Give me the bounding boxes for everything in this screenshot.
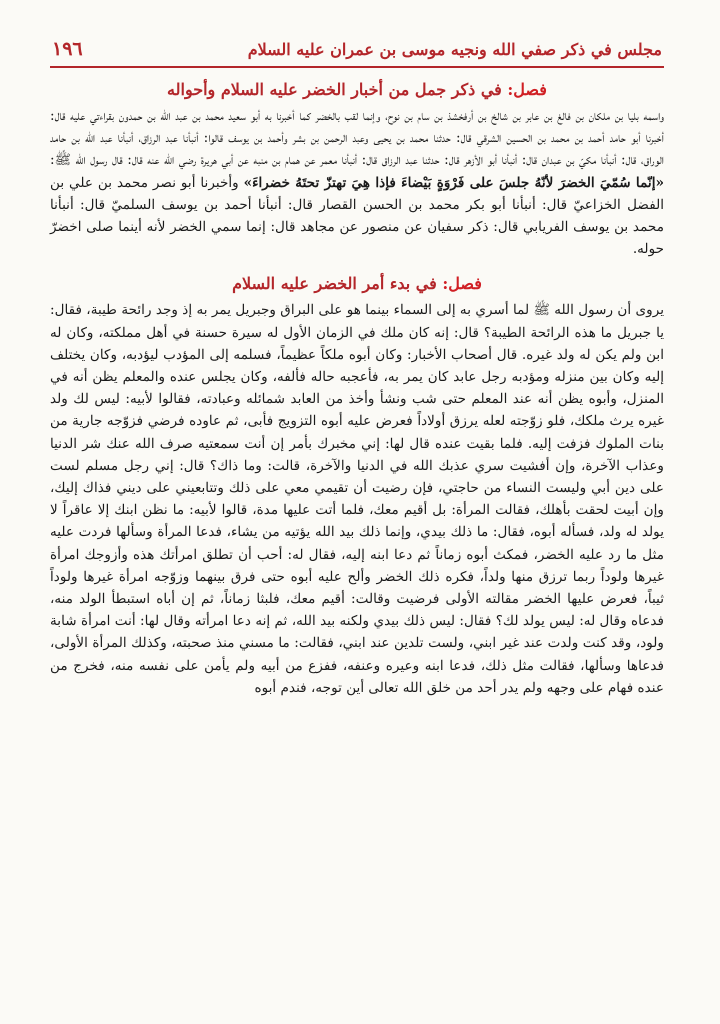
section-heading-text: في بدء أمر الخضر عليه السلام [232,274,437,294]
paragraph-text: واسمه بليا بن ملكان بن فالغ بن عابر بن شالخ بن أرفخشذ بن سام بن نوح، وإنما لقب بالخضر كما أخبرنا به أبو سعيد محمد بن عبد الله بن حمدون بقراءتي عليه قال: أخبرنا أبو حامد أحمد بن محمد بن الحسين الشرقي قال: حدثنا محمد بن يحيى وعبد الرحمن بن بشر وأحمد بن يوسف قالوا: أنبأنا عبد الرزاق، أنبأنا عبد الله بن حامد الوراق، قال: أنبأنا مكيّ بن عبدان قال: أنبأنا أبو الأزهر قال: حدثنا عبد الرزاق قال: أنبأنا معمر عن همام بن منبه عن أبي هريرة رضي الله عنه قال: قال رسول الله ﷺ: [50,108,664,169]
paragraph-text: وأخبرنا أبو نصر محمد بن علي بن الفضل الخزاعيّ قال: أنبأنا أبو بكر محمد بن الحسن القصار قال: أنبأنا أحمد بن يوسف السلميّ قال: أنبأنا محمد بن يوسف الفريابي قال: ذكر سفيان عن منصور عن مجاهد قال: إنما سمي الخضر لأنه أينما صلى اخضرّ حوله. [50,174,664,258]
section-keyword: فصل: [442,274,482,294]
section-keyword: فصل: [507,80,547,99]
hadith-quote: «إنّما سُمّيَ الخضرَ لأنّهُ جلسَ على فَرْوَةٍ بَيْضاءَ فإذا هِيَ تهتزّ تحتَهُ خضراءَ» [243,174,664,191]
running-header [50,38,664,68]
section-heading-khidr-beginning [50,274,664,293]
paragraph-khidr-story: يروى أن رسول الله ﷺ لما أسري به إلى السماء بينما هو على البراق وجبريل يمر به إذ وجد رائحة طيبة، فقال: يا جبريل ما هذه الرائحة الطيبة؟ قال: إنه كان ملك في الزمان الأول له سيرة حسنة في أهل مملكته، وكان له ابن ولم يكن له ولد غيره. قال أصحاب الأخبار: وكان أبوه ملكاً عظيماً، فسلمه إلى المؤدب ليؤدبه، وكان يختلف إليه وكان بين منزله ومؤدبه رجل عابد كان يمر به، فأعجبه حاله فألفه، وكان يجلس عنده والمعلم يظن أنه في المنزل، وأبوه يظن أنه عند المعلم حتى شب ونشأ وأخذ من العابد شمائله وعبادته، فقالوا لأبيه: ليس لك ولد غيره يرث ملكك، فلو زوّجته لعله يرزق أولاداً فعرض عليه أبوه التزويج فأبى، ثم عاوده فرضي فزوّجه جارية من بنات الملوك فزفت إليه. فلما بقيت عنده قال لها: إني مخبرك بأمر إن أنت سمعتيه صرف الله عنك شر الدنيا وعذاب الآخرة، وإن أفشيت سري عذبك الله في الدنيا والآخرة، قالت: وما ذاك؟ قال: إني رجل مسلم لست على دين أبي وليست النساء من حاجتي، فإن رضيت أن تقيمي معي على ذلك وتتابعيني على ديني فذاك إليك، وإن أبيت لحقت بأهلك، فقالت المرأة: بل أقيم معك، فلما أتت عليها مدة، قالوا لأبيه: ما نظن ابنك إلا عاقراً لا يولد له ولد، فسأله أبوه، فقال: ما ذلك بيدي، وإنما ذلك بيد الله يؤتيه من يشاء، فدعا المرأة وسألها فردت عليه مثل ما رد عليه الخضر، فمكث أبوه زماناً ثم دعا ابنه إليه، فقال له: أحب أن تطلق امرأتك هذه وأزوجك امرأة غيرها ولوداً ربما ترزق منها ولداً، فكره ذلك الخضر وألح عليه أبوه حتى فرق بينهما وزوّجه امرأة غيرها ولوداً ثيباً، فعرض عليها الخضر مقالته الأولى فرضيت وقالت: أقيم معك، فلبثا زماناً، ثم إن أباه استبطأ الولد منه، فدعاه وقال له: ليس يولد لك؟ فقال: ليس ذلك بيدي ولكنه بيد الله، ثم إنه دعا امرأته وقال لها: أنت امرأة شابة ولود، وقد كنت ولدت عند غير ابني، ولست تلدين عند ابني، فقالت: ما مسني منذ صحبته، وكذلك المرأة الأولى، فدعاها وسألها، فقالت مثل ذلك، فدعا ابنه وعيره وعنفه، ففزع من أبيه ولم يأمن على نفسه منه، فخرج من عنده فهام على وجهه ولم يدر أحد من خلق الله تعالى أين توجه، فندم أبوه [50,302,664,696]
chapter-title: مجلس في ذكر صفي الله ونجيه موسى بن عمران عليه السلام [247,40,662,59]
page-number: ١٩٦ [52,38,83,60]
section-heading-khidr-news [50,80,664,99]
section-heading-text: في ذكر جمل من أخبار الخضر عليه السلام وأحواله [167,80,502,99]
paragraph-khidr-name [50,105,664,260]
